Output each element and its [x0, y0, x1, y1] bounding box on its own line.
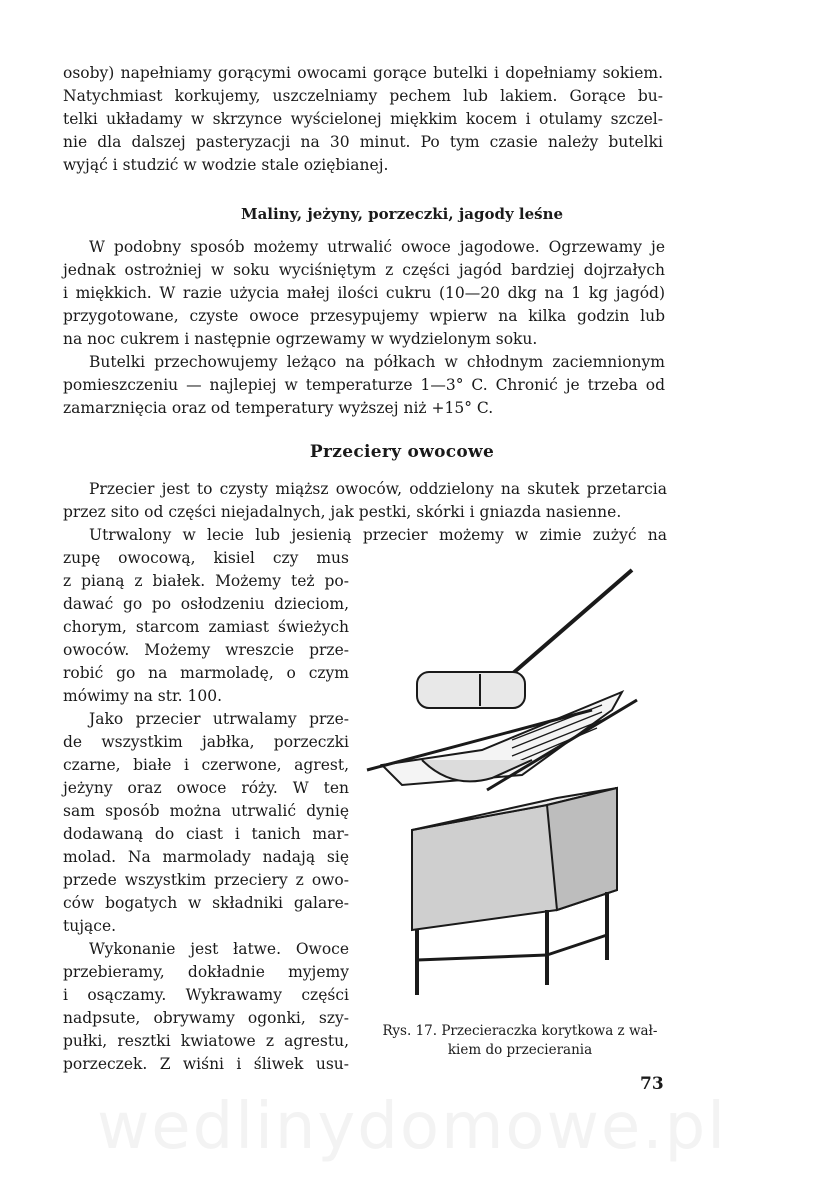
- text-line: na noc cukrem i następnie ogrzewamy w wydzielonym soku.: [63, 330, 538, 348]
- text-line: i miękkich. W razie użycia małej ilości cukru (10—20 dkg na 1 kg jagód): [63, 284, 665, 302]
- leg-brace: [547, 935, 607, 955]
- text-line: przebieramy, dokładnie myjemy: [63, 963, 349, 981]
- text-line: tujące.: [63, 917, 117, 935]
- text-line: nadpsute, obrywamy ogonki, szy-: [63, 1009, 349, 1027]
- text-line: W podobny sposób możemy utrwalić owoce jagodowe. Ogrzewamy je: [89, 238, 665, 256]
- text-line: robić go na marmoladę, o czym: [63, 664, 349, 682]
- section-heading-puree: Przeciery owocowe: [309, 442, 495, 462]
- text-line: przede wszystkim przeciery z owo-: [63, 871, 349, 889]
- text-line: porzeczek. Z wiśni i śliwek usu-: [63, 1055, 349, 1073]
- text-line: osoby) napełniamy gorącymi owocami gorące butelki i dopełniamy sokiem.: [63, 64, 663, 82]
- text-line: dodawaną do ciast i tanich mar-: [63, 825, 349, 843]
- text-line: pułki, resztki kwiatowe z agrestu,: [63, 1032, 349, 1050]
- text-line: Przecier jest to czysty miąższ owoców, oddzielony na skutek przetarcia: [89, 480, 667, 498]
- text-line: sam sposób można utrwalić dynię: [63, 802, 349, 820]
- top-paragraph: [63, 62, 663, 177]
- text-line: Utrwalony w lecie lub jesienią przecier możemy w zimie zużyć na: [89, 526, 667, 544]
- section-heading-berries: Maliny, jeżyny, porzeczki, jagody leśne: [240, 205, 564, 223]
- text-line: Wykonanie jest łatwe. Owoce: [89, 940, 349, 958]
- caption-line: kiem do przecierania: [447, 1042, 593, 1058]
- text-line: dawać go po osłodzeniu dzieciom,: [63, 595, 349, 613]
- watermark: wedlinydomowe.pl: [96, 1090, 728, 1164]
- puree-paragraph-1: [63, 478, 667, 524]
- text-line: de wszystkim jabłka, porzeczki: [63, 733, 349, 751]
- berries-paragraph-2: [63, 351, 665, 420]
- text-line: z pianą z białek. Możemy też po-: [63, 572, 349, 590]
- text-line: przez sito od części niejadalnych, jak pestki, skórki i gniazda nasienne.: [63, 503, 622, 521]
- left-column-2: [63, 708, 349, 938]
- text-line: zamarznięcia oraz od temperatury wyższej niż +15° C.: [63, 399, 494, 417]
- page-number: 73: [640, 1074, 664, 1094]
- text-line: ców bogatych w składniki galare-: [63, 894, 349, 912]
- puree-paragraph-2-first-line: [63, 524, 667, 547]
- left-column-1: [63, 547, 349, 708]
- trough-box-side: [547, 788, 617, 910]
- text-line: nie dla dalszej pasteryzacji na 30 minut. Po tym czasie należy butelki: [63, 133, 663, 151]
- text-line: jednak ostrożniej w soku wyciśniętym z części jagód bardziej dojrzałych: [63, 261, 665, 279]
- text-line: molad. Na marmolady nadają się: [63, 848, 349, 866]
- text-line: mówimy na str. 100.: [63, 687, 223, 705]
- berries-paragraph-1: [63, 236, 665, 351]
- text-line: Natychmiast korkujemy, uszczelniamy pechem lub lakiem. Gorące bu-: [63, 87, 663, 105]
- text-line: przygotowane, czyste owoce przesypujemy wpierw na kilka godzin lub: [63, 307, 665, 325]
- leg-brace: [417, 955, 547, 960]
- text-line: Jako przecier utrwalamy prze-: [89, 710, 349, 728]
- text-line: chorym, starcom zamiast świeżych: [63, 618, 349, 636]
- text-line: czarne, białe i czerwone, agrest,: [63, 756, 349, 774]
- text-line: zupę owocową, kisiel czy mus: [63, 549, 349, 567]
- text-line: pomieszczeniu — najlepiej w temperaturze 1—3° C. Chronić je trzeba od: [63, 376, 665, 394]
- text-line: jeżyny oraz owoce róży. W ten: [63, 779, 349, 797]
- roller: [417, 672, 525, 708]
- text-line: i osączamy. Wykrawamy części: [63, 986, 349, 1004]
- trough-strainer-illustration: [362, 560, 652, 1005]
- text-line: owoców. Możemy wreszcie prze-: [63, 641, 349, 659]
- left-column-3: [63, 938, 349, 1076]
- figure-caption: [360, 1022, 680, 1060]
- text-line: Butelki przechowujemy leżąco na półkach w chłodnym zaciemnionym: [89, 353, 665, 371]
- text-line: wyjąć i studzić w wodzie stale oziębianej.: [63, 156, 389, 174]
- caption-line: Rys. 17. Przecieraczka korytkowa z wał-: [382, 1023, 658, 1039]
- text-line: telki układamy w skrzynce wyścielonej miękkim kocem i otulamy szczel-: [63, 110, 663, 128]
